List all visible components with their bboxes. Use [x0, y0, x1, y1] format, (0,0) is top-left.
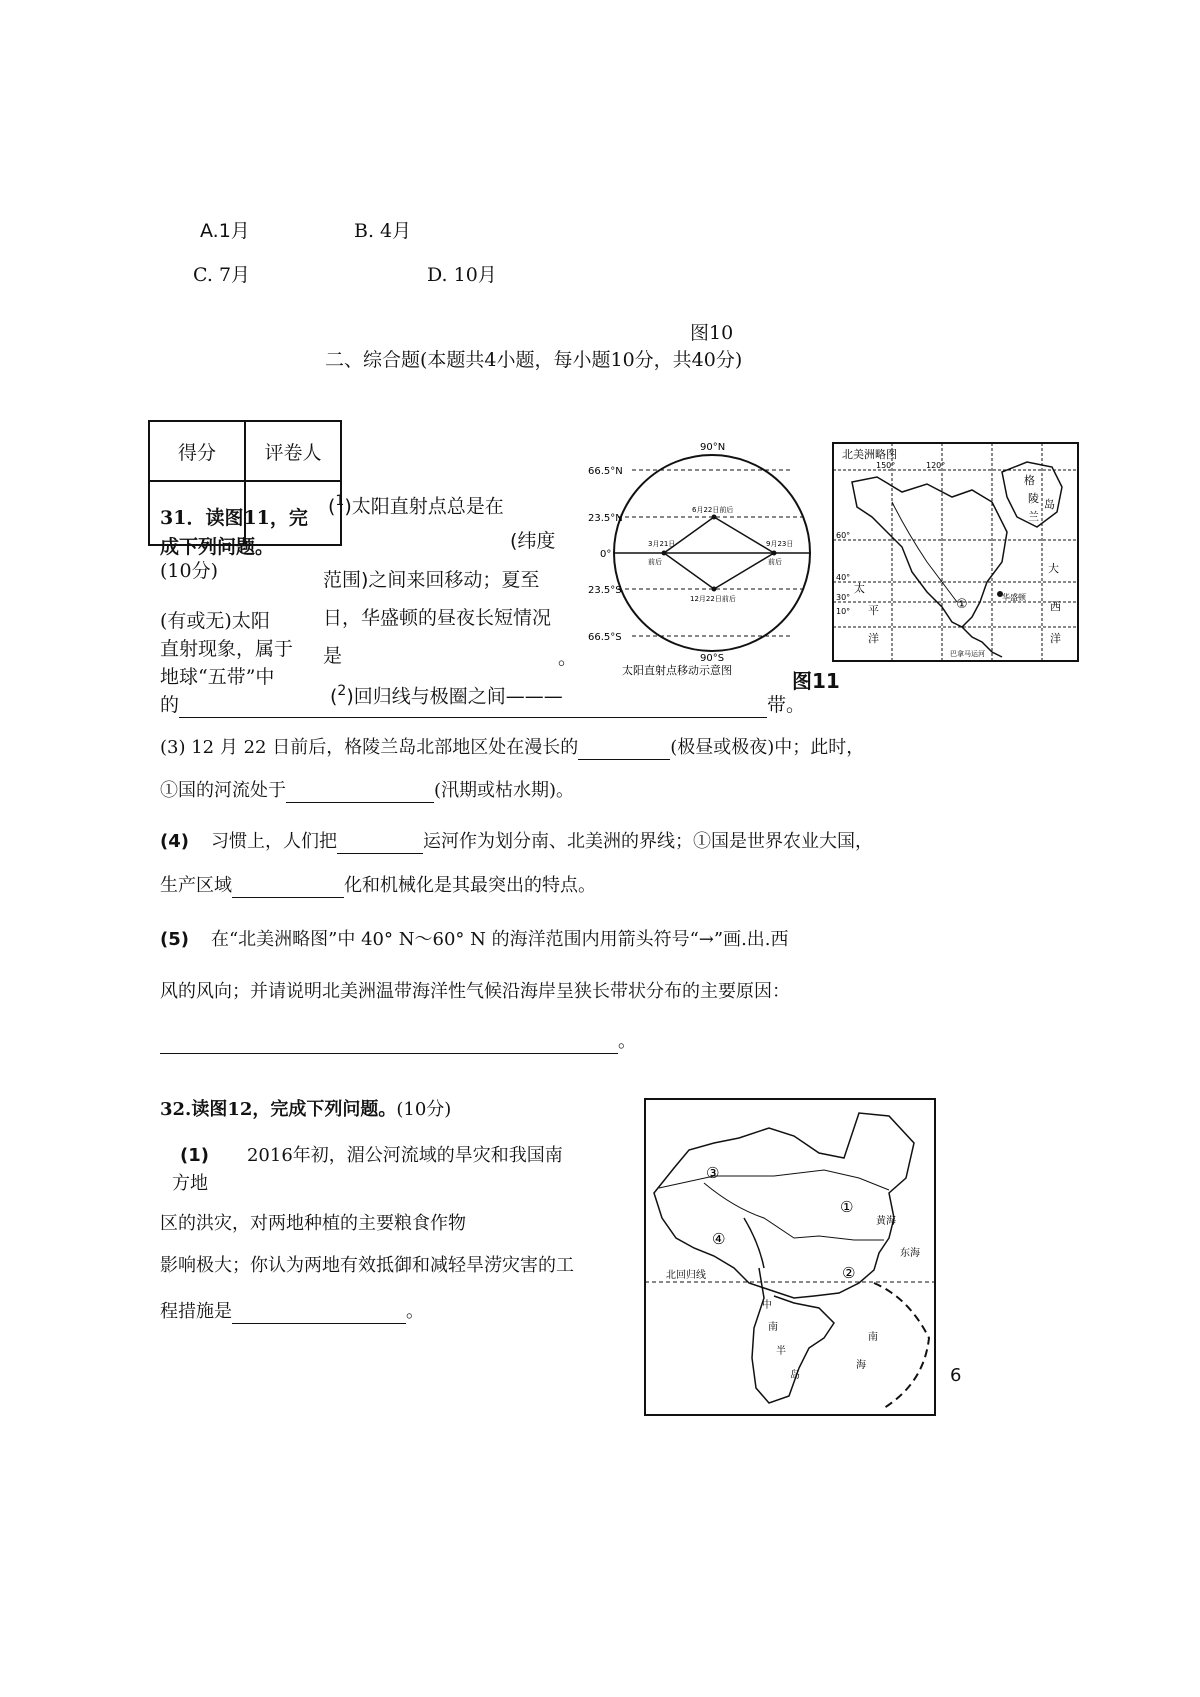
lat-label-60: 60° — [836, 531, 851, 540]
diagram-caption: 太阳直射点移动示意图 — [622, 664, 732, 677]
q31-part1-line1: ($^1$)太阳直射点总是在 — [328, 493, 504, 518]
q31-part3-blank2[interactable] — [286, 780, 434, 803]
label-90s: 90°S — [700, 653, 725, 664]
lon-label-150: 150° — [876, 461, 896, 470]
q32-part1-line1: (1) 2016年初，湄公河流域的旱灾和我国南 — [180, 1145, 563, 1166]
q31-points: (10分) — [160, 560, 219, 582]
country-marker-1: ① — [956, 597, 968, 612]
map-frame — [645, 1099, 935, 1415]
point-june — [712, 515, 717, 520]
south-sea-label-1: 南 — [868, 1332, 878, 1343]
q31-part3-line1: (3) 12 月 22 日前后，格陵兰岛北部地区处在漫长的 (极昼或极夜)中；此时， — [160, 737, 865, 758]
option-c: C. 7月 — [193, 264, 251, 286]
label-march-2: 前后 — [648, 558, 662, 566]
option-b: B. 4月 — [354, 220, 412, 242]
label-235s: 23.5°S — [588, 585, 622, 596]
q31-part1-line5: 是 — [323, 645, 343, 667]
peninsula-label-2: 南 — [768, 1322, 778, 1333]
label-march-1: 3月21日 — [648, 540, 676, 548]
q31-part5-line1: (5) 在“北美洲略图”中 40° N～60° N 的海洋范围内用箭头符号“→”画.出.西 — [160, 929, 789, 950]
section-title: 二、综合题(本题共4小题，每小题10分，共40分) — [325, 349, 743, 371]
east-china-sea-label: 东海 — [900, 1248, 920, 1259]
label-0: 0° — [600, 549, 612, 560]
q31-part5-line2: 风的风向；并请说明北美洲温带海洋性气候沿海岸呈狭长带状分布的主要原因： — [160, 981, 790, 1002]
grader-header: 评卷人 — [245, 421, 341, 481]
south-sea-label-2: 海 — [856, 1360, 866, 1371]
lat-label-40: 40° — [836, 573, 851, 582]
sun-movement-diagram — [588, 438, 818, 680]
lon-label-120: 120° — [926, 461, 946, 470]
q31-part1-line2: (纬度 — [510, 530, 556, 552]
q31-part5-blank[interactable] — [160, 1031, 618, 1054]
label-665s: 66.5°S — [588, 632, 622, 643]
score-header: 得分 — [149, 421, 245, 481]
point-september — [772, 551, 777, 556]
pacific-label-2: 平 — [868, 604, 879, 617]
label-december: 12月22日前后 — [690, 595, 736, 603]
q31-part2-line: ($^2$)回归线与极圈之间——— — [330, 683, 563, 708]
north-america-map — [832, 442, 1079, 662]
q31-part3-line2: ①国的河流处于 (汛期或枯水期)。 — [160, 780, 575, 801]
q31-title-line2: 成下列问题。 — [160, 536, 275, 558]
q32-title: 32.读图12，完成下列问题。(10分) — [160, 1099, 452, 1120]
map-frame — [833, 443, 1078, 661]
label-sept-2: 前后 — [768, 558, 782, 566]
q31-part4-line2: 生产区域 化和机械化是其最突出的特点。 — [160, 875, 596, 896]
lat-label-10: 10° — [836, 607, 851, 616]
greenland-label-3: 兰 — [1028, 510, 1039, 523]
q31-part2-blank[interactable] — [179, 695, 767, 718]
marker-3: ③ — [706, 1164, 720, 1182]
greenland-label-1: 格 — [1024, 474, 1035, 487]
option-d: D. 10月 — [427, 264, 497, 286]
peninsula-label-3: 半 — [776, 1346, 786, 1357]
q31-left-line2: 直射现象，属于 — [160, 638, 294, 660]
q32-part1-line2: 方地 — [172, 1173, 208, 1194]
q31-left-line1: (有或无)太阳 — [160, 610, 270, 632]
marker-1: ① — [840, 1198, 854, 1216]
yellow-sea-label: 黄海 — [876, 1216, 896, 1227]
q32-part1-line3: 区的洪灾，对两地种植的主要粮食作物 — [160, 1213, 466, 1234]
option-a: A.1月 — [200, 220, 250, 242]
q31-left-line3: 地球“五带”中 — [160, 666, 275, 688]
tropic-label: 北回归线 — [666, 1270, 706, 1281]
q31-title-line1: 31．读图11，完 — [160, 507, 308, 529]
q31-left-line4: 的 带。 — [160, 694, 806, 716]
lat-label-30: 30° — [836, 593, 851, 602]
pacific-label-1: 太 — [854, 582, 865, 595]
q32-part1-blank[interactable] — [232, 1301, 406, 1324]
label-june: 6月22日前后 — [692, 506, 734, 514]
atlantic-label-1: 大 — [1048, 562, 1059, 575]
panama-canal-label: 巴拿马运河 — [950, 650, 985, 658]
atlantic-label-2: 西 — [1050, 600, 1061, 613]
marker-4: ④ — [712, 1230, 726, 1248]
east-asia-map — [644, 1098, 936, 1416]
q32-part1-line5: 程措施是 。 — [160, 1301, 424, 1322]
atlantic-label-3: 洋 — [1050, 632, 1061, 645]
washington-label: 华盛顿 — [1002, 593, 1026, 602]
q31-part3-blank1[interactable] — [578, 737, 670, 760]
peninsula-label-4: 岛 — [790, 1370, 800, 1381]
label-90n: 90°N — [700, 442, 726, 453]
map-title: 北美洲略图 — [842, 448, 897, 461]
q31-part4-blank1[interactable] — [337, 831, 423, 854]
q31-part4-blank2[interactable] — [232, 875, 344, 898]
point-march — [662, 551, 667, 556]
label-665n: 66.5°N — [588, 466, 623, 477]
figure-10-caption: 图10 — [690, 322, 734, 344]
marker-2: ② — [842, 1264, 856, 1282]
point-december — [712, 587, 717, 592]
pacific-label-3: 洋 — [868, 632, 879, 645]
peninsula-label-1: 中 — [762, 1300, 772, 1311]
label-sept-1: 9月23日 — [766, 540, 794, 548]
figure-11-label: 图11 — [792, 669, 840, 693]
q31-part1-line4: 日，华盛顿的昼夜长短情况 — [323, 607, 552, 629]
greenland-label-4: 岛 — [1044, 498, 1055, 511]
q31-part4-line1: (4) 习惯上，人们把 运河作为划分南、北美洲的界线；①国是世界农业大国， — [160, 831, 873, 852]
greenland-label-2: 陵 — [1028, 492, 1039, 505]
label-235n: 23.5°N — [588, 513, 623, 524]
q32-part1-line4: 影响极大；你认为两地有效抵御和减轻旱涝灾害的工 — [160, 1255, 574, 1276]
page-number: 6 — [950, 1365, 962, 1386]
q31-part5-line3: 。 — [160, 1030, 636, 1054]
q31-part1-line3: 范围)之间来回移动；夏至 — [323, 569, 540, 591]
q31-part1-end: 。 — [558, 647, 578, 669]
